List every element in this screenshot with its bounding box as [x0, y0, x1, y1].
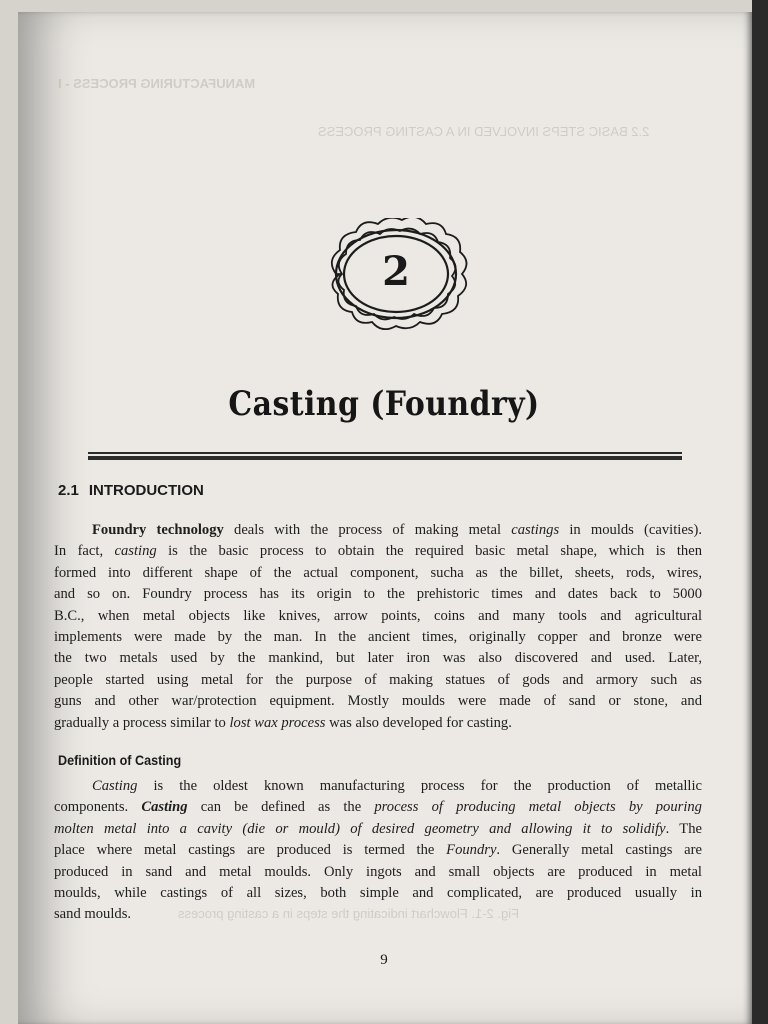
- section-heading: [58, 482, 204, 499]
- chapter-number: 2: [382, 248, 410, 295]
- text-run: is the basic process to obtain the required basic metal shape, which is then: [168, 543, 702, 560]
- book-page: [18, 12, 752, 1024]
- paragraph-line: B.C., when metal objects like knives, arrow points, coins and many tools and agricultural: [54, 607, 702, 624]
- paragraph-line: [54, 713, 702, 734]
- show-through-section: 2.2 BASIC STEPS INVOLVED IN A CASTING PROCESS: [318, 124, 650, 139]
- paragraph-line: [54, 797, 702, 818]
- paragraph-line: and so on. Foundry process has its origin to the prehistoric times and dates back to 5000: [54, 586, 702, 603]
- text-run: . Generally metal castings are: [496, 842, 702, 859]
- text-run: is the oldest known manufacturing process for the production of metallic: [153, 778, 702, 794]
- text-run: place where metal castings are produced is termed the: [54, 842, 435, 859]
- paragraph-line: guns and other war/protection equipment. Mostly moulds were made of sand or stone, and: [54, 693, 702, 710]
- chapter-number-badge: [320, 218, 472, 330]
- text-run: gradually a process similar to: [54, 714, 226, 731]
- chapter-title: Casting (Foundry): [228, 384, 540, 424]
- text-run: in moulds (cavities).: [569, 522, 702, 538]
- definition-heading: Definition of Casting: [58, 752, 182, 768]
- paragraph-line: [54, 776, 702, 797]
- text-run: Casting: [92, 778, 138, 794]
- text-run: can be defined as the: [200, 799, 362, 816]
- text-run: was also developed for casting.: [329, 714, 512, 731]
- show-through-caption: Fig. 2-1. Flowchart indicating the steps in a casting process: [178, 906, 520, 921]
- title-divider: [88, 452, 682, 460]
- paragraph-line: [54, 819, 702, 840]
- scanner-edge: [752, 0, 768, 1024]
- lead-term: Foundry technology: [92, 522, 224, 538]
- section-number: 2.1: [58, 482, 79, 499]
- text-run: components.: [54, 799, 129, 816]
- paragraph-line: produced in sand and metal moulds. Only ingots and small objects are produced in metal: [54, 863, 702, 880]
- introduction-paragraph: [54, 520, 702, 734]
- paragraph-line: sand moulds.: [54, 906, 132, 923]
- paragraph-line: implements were made by the man. In the ancient times, originally copper and bronze were: [54, 629, 702, 646]
- text-run: casting: [114, 543, 157, 560]
- section-title: INTRODUCTION: [88, 482, 204, 499]
- paragraph-line: people started using metal for the purpose of making statues of gods and armory such as: [54, 671, 702, 688]
- defined-term: Casting: [141, 799, 188, 816]
- paragraph-line: [54, 840, 702, 861]
- definition-paragraph: [54, 776, 702, 926]
- page-number: 9: [380, 952, 388, 968]
- text-run: process of producing metal objects by pouring: [374, 799, 702, 816]
- paragraph-line: moulds, while castings of all sizes, both simple and complicated, are produced usually in: [54, 885, 702, 902]
- text-run: . The: [665, 820, 702, 837]
- paragraph-line: [54, 520, 702, 541]
- text-run: lost wax process: [229, 714, 326, 731]
- paragraph-line: formed into different shape of the actual component, sucha as the billet, sheets, rods, wires,: [54, 564, 702, 581]
- text-run: castings: [511, 522, 560, 538]
- text-run: In fact,: [54, 543, 104, 560]
- paragraph-line: the two metals used by the mankind, but later iron was also discovered and used. Later,: [54, 650, 702, 667]
- paragraph-line: [54, 541, 702, 562]
- text-run: Foundry: [446, 842, 497, 859]
- text-run: molten metal into a cavity (die or mould) of desired geometry and allowing it to solidify: [54, 820, 666, 837]
- show-through-header: MANUFACTURING PROCESS - I: [58, 76, 256, 91]
- text-run: deals with the process of making metal: [234, 522, 502, 538]
